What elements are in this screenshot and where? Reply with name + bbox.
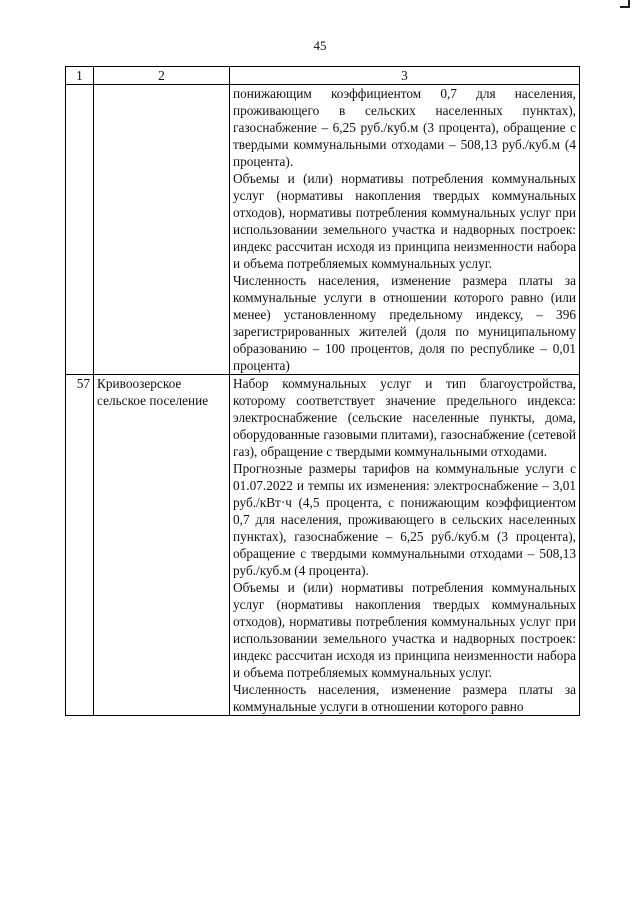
paragraph-tariffs-continued: понижающим коэффициентом 0,7 для населения, проживающего в сельских населенных пунктах), газоснабжение – 6,25 руб./куб.м (3 процента), обращение с твердыми коммунальными отходами – 508,13 руб./куб.м (4 процента). [233, 86, 576, 169]
column-header-1: 1 [66, 67, 94, 85]
paragraph-population: Численность населения, изменение размера платы за коммунальные услуги в отношении которого равно [233, 682, 576, 714]
settlement-name [94, 85, 230, 375]
column-header-2: 2 [94, 67, 230, 85]
row-description [230, 85, 580, 375]
row-number: 57 [66, 375, 94, 716]
paragraph-tariffs: Прогнозные размеры тарифов на коммунальные услуги с 01.07.2022 и темпы их изменения: электроснабжение – 3,01 руб./кВт·ч (4,5 процента, с понижающим коэффициентом 0,7 для населения, проживающего в сельских населенных пунктах), газоснабжение – 6,25 руб./куб.м (3 процента), обращение с твердыми коммунальными отходами – 508,13 руб./куб.м (4 процента). [233, 461, 576, 578]
paragraph-services-set: Набор коммунальных услуг и тип благоустройства, которому соответствует значение предельного индекса: электроснабжение (сельские населенные пункты, дома, оборудованные газовыми плитами), газоснабжение (сетевой газ), обращение с твердыми коммунальными отходами. [233, 376, 576, 459]
index-table [65, 66, 580, 716]
table-row-57 [66, 375, 580, 716]
scan-corner-mark [620, 0, 630, 8]
paragraph-population: Численность населения, изменение размера платы за коммунальные услуги в отношении которого равно (или менее) установленному предельному индексу, – 396 зарегистрированных жителей (доля по муниципальному образованию – 100 процентов, доля по республике – 0,01 процента) [233, 273, 576, 373]
row-description [230, 375, 580, 716]
table-row-continued [66, 85, 580, 375]
column-header-3: 3 [230, 67, 580, 85]
paragraph-volumes: Объемы и (или) нормативы потребления коммунальных услуг (нормативы накопления твердых коммунальных отходов), нормативы потребления коммунальных услуг при использовании земельного участка и надворных построек: индекс рассчитан исходя из принципа неизменности набора и объема потребляемых коммунальных услуг. [233, 580, 576, 680]
page-number: 45 [313, 38, 327, 53]
table-header-row [66, 67, 580, 85]
row-number [66, 85, 94, 375]
settlement-name: Кривоозерское сельское поселение [94, 375, 230, 716]
paragraph-volumes: Объемы и (или) нормативы потребления коммунальных услуг (нормативы накопления твердых коммунальных отходов), нормативы потребления коммунальных услуг при использовании земельного участка и надворных построек: индекс рассчитан исходя из принципа неизменности набора и объема потребляемых коммунальных услуг. [233, 171, 576, 271]
